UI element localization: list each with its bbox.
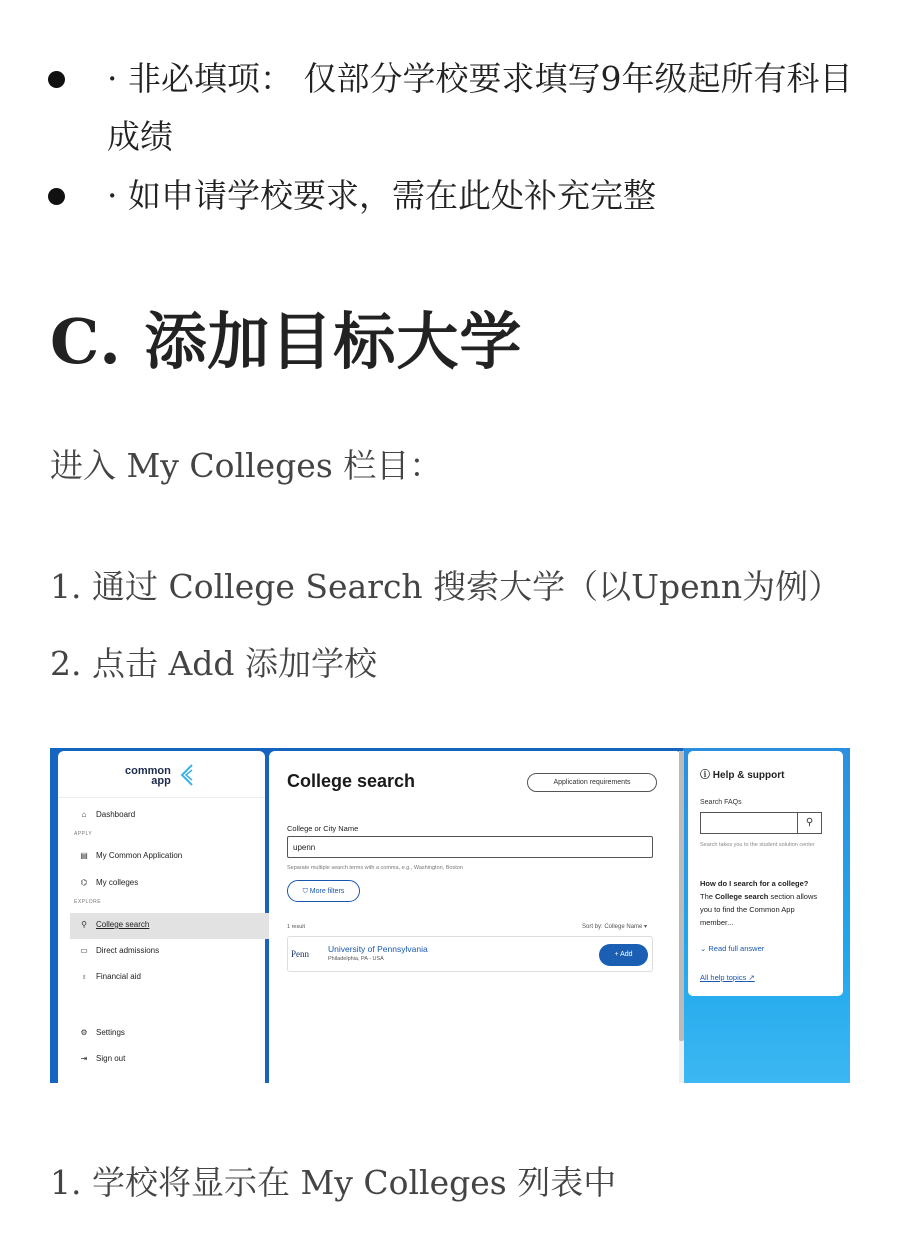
sidebar-item-direct-admissions[interactable]: ▭ Direct admissions	[78, 944, 159, 958]
result-card	[287, 936, 653, 972]
bullet-dot	[48, 188, 65, 205]
step-1: 1. 通过 College Search 搜索大学（以Upenn为例）	[50, 567, 842, 606]
sidebar-item-financial-aid[interactable]: ♁ Financial aid	[78, 970, 141, 984]
help-title: ⓘ Help & support	[700, 770, 785, 781]
college-search-input[interactable]: upenn	[287, 836, 653, 858]
nav-section-explore: EXPLORE	[74, 899, 102, 905]
search-field-label: College or City Name	[287, 824, 359, 833]
search-icon: ⚲	[81, 920, 87, 929]
common-app-logo-icon	[180, 764, 194, 786]
money-bag-icon: ♁	[81, 972, 87, 981]
faq-hint: Search takes you to the student solution center	[700, 842, 815, 848]
step-after: 1. 学校将显示在 My Colleges 列表中	[50, 1163, 617, 1202]
read-full-answer-link[interactable]: ⌄ Read full answer	[700, 944, 765, 953]
sidebar	[58, 751, 265, 1083]
common-app-logo: common app	[125, 765, 171, 787]
help-panel	[688, 751, 843, 996]
bullet-text: · 如申请学校要求，需在此处补充完整	[107, 176, 656, 215]
university-name-link[interactable]: University of Pennsylvania	[328, 944, 428, 954]
inbox-icon: ▭	[80, 946, 88, 955]
faq-answer: How do I search for a college? The College search section allows you to find the Common App member...	[700, 879, 818, 927]
sidebar-item-sign-out[interactable]: ⇥ Sign out	[78, 1052, 125, 1066]
help-icon: ⓘ	[700, 770, 713, 781]
application-requirements-button[interactable]: Application requirements	[527, 773, 657, 792]
filter-icon: ⛉	[302, 888, 310, 895]
search-hint: Separate multiple search terms with a comma, e.g., Washington, Boston	[287, 865, 463, 871]
sort-by-dropdown[interactable]: Sort by: College Name ▾	[582, 924, 648, 930]
sidebar-item-my-common-application[interactable]: ▤ My Common Application	[78, 849, 182, 863]
bullet-dot	[48, 71, 65, 88]
page-title: College search	[287, 771, 416, 791]
all-help-topics-link[interactable]: All help topics ↗	[700, 973, 755, 982]
university-location: Philadelphia, PA - USA	[328, 956, 384, 962]
bullet-text: · 非必填项： 仅部分学校要求填写9年级起所有科目成绩	[107, 59, 853, 156]
step-2: 2. 点击 Add 添加学校	[50, 644, 378, 683]
scrollbar-thumb[interactable]	[679, 751, 684, 1041]
external-link-icon: ↗	[746, 973, 755, 982]
sidebar-item-college-search[interactable]: ⚲ College search	[78, 918, 149, 932]
section-heading: C. 添加目标大学	[50, 305, 523, 378]
search-icon: ⚲	[805, 817, 814, 828]
sidebar-item-settings[interactable]: ⚙ Settings	[78, 1026, 125, 1040]
more-filters-button[interactable]: ⛉ More filters	[287, 880, 360, 902]
nav-section-apply: APPLY	[74, 831, 93, 837]
sidebar-item-dashboard[interactable]: ⌂ Dashboard	[78, 808, 135, 822]
result-count: 1 result	[287, 924, 306, 930]
faq-search-input[interactable]	[700, 812, 798, 834]
faq-search-button[interactable]	[797, 812, 822, 834]
main-panel	[269, 751, 682, 1083]
faq-label: Search FAQs	[700, 799, 742, 806]
home-icon: ⌂	[81, 810, 87, 819]
sign-out-icon: ⇥	[80, 1054, 88, 1063]
chevron-down-icon: ⌄	[700, 944, 709, 953]
common-app-screenshot	[50, 748, 850, 1083]
divider	[58, 797, 265, 798]
penn-logo: Penn	[291, 949, 309, 959]
graduation-cap-icon: ⌬	[80, 878, 88, 887]
document-icon: ▤	[80, 851, 88, 860]
intro-text: 进入 My Colleges 栏目：	[50, 446, 443, 485]
add-college-button[interactable]: + Add	[599, 944, 648, 966]
gear-icon: ⚙	[80, 1028, 88, 1037]
sidebar-item-my-colleges[interactable]: ⌬ My colleges	[78, 876, 138, 890]
